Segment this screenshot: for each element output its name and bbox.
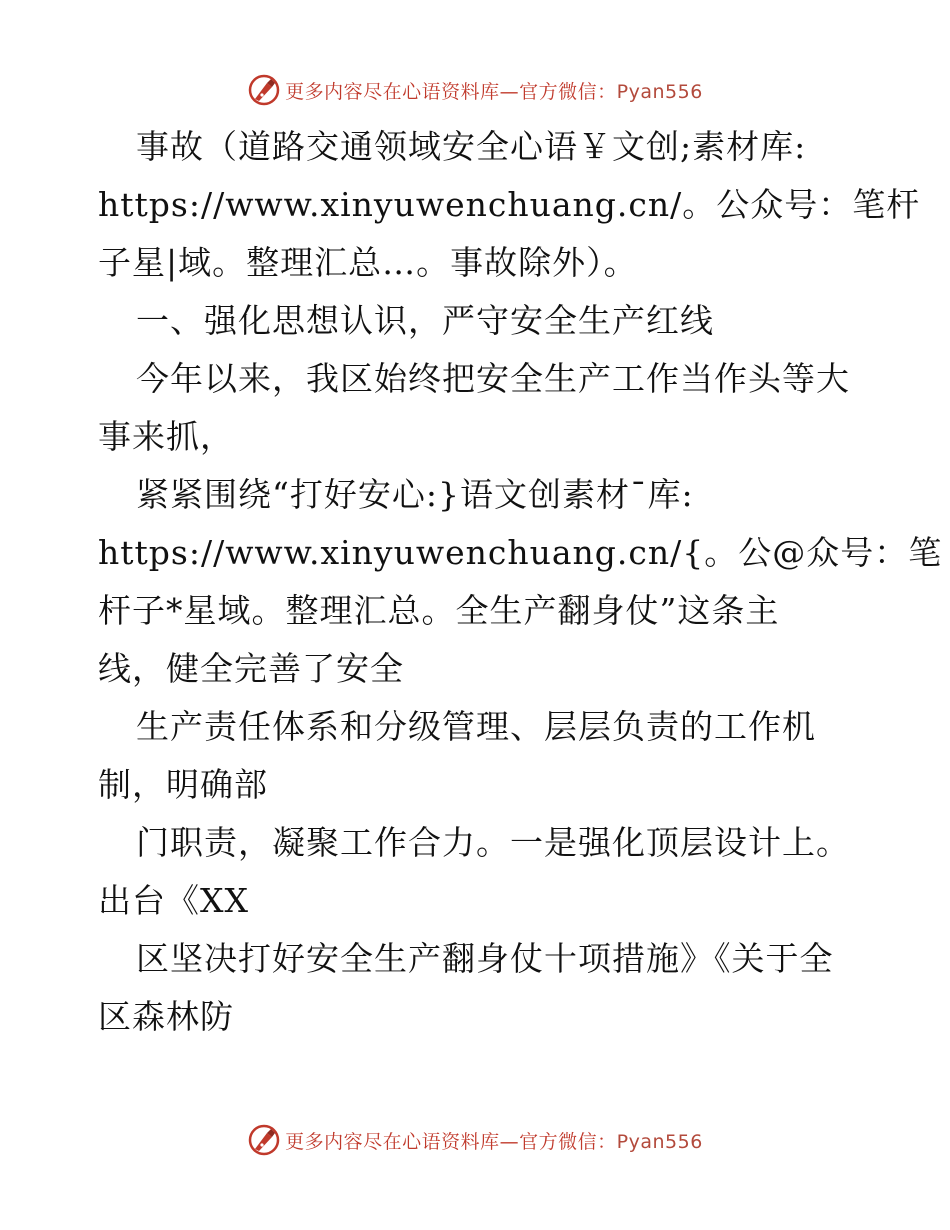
watermark-text: 更多内容尽在心语资料库—官方微信：Pyan556	[285, 80, 703, 103]
watermark-text: 更多内容尽在心语资料库—官方微信：Pyan556	[285, 1130, 703, 1153]
text-line: https://www.xinyuwenchuang.cn/{。公@众号：笔	[98, 533, 943, 572]
header-watermark	[0, 70, 950, 110]
text-line: 制，明确部	[98, 765, 268, 804]
text-line: 生产责任体系和分级管理、层层负责的工作机	[136, 707, 816, 746]
text-line: https://www.xinyuwenchuang.cn/。公众号：笔杆	[98, 185, 921, 224]
text-line: 紧紧围绕“打好安心:}语文创素材¯库:	[136, 475, 694, 514]
text-line: 门职责，凝聚工作合力。一是强化顶层设计上。	[136, 823, 850, 862]
document-body	[98, 118, 943, 1046]
text-line: 线，健全完善了安全	[98, 649, 404, 688]
text-line: 事故（道路交通领域安全心语￥文创;素材库:	[136, 127, 807, 166]
text-line: 事来抓，	[98, 417, 234, 456]
text-line: 出台《XX	[98, 881, 249, 920]
section-heading: 一、强化思想认识，严守安全生产红线	[136, 301, 714, 340]
text-line: 杆子*星域。整理汇总。全生产翻身仗”这条主	[98, 591, 780, 630]
text-line: 区坚决打好安全生产翻身仗十项措施》《关于全	[136, 939, 834, 978]
pen-nib-logo-icon	[247, 73, 281, 107]
text-line: 子星|域。整理汇总…。事故除外）。	[98, 243, 638, 282]
text-line: 今年以来，我区始终把安全生产工作当作头等大	[136, 359, 850, 398]
pen-nib-logo-icon	[247, 1123, 281, 1157]
footer-watermark	[0, 1120, 950, 1160]
text-line: 区森林防	[98, 997, 234, 1036]
